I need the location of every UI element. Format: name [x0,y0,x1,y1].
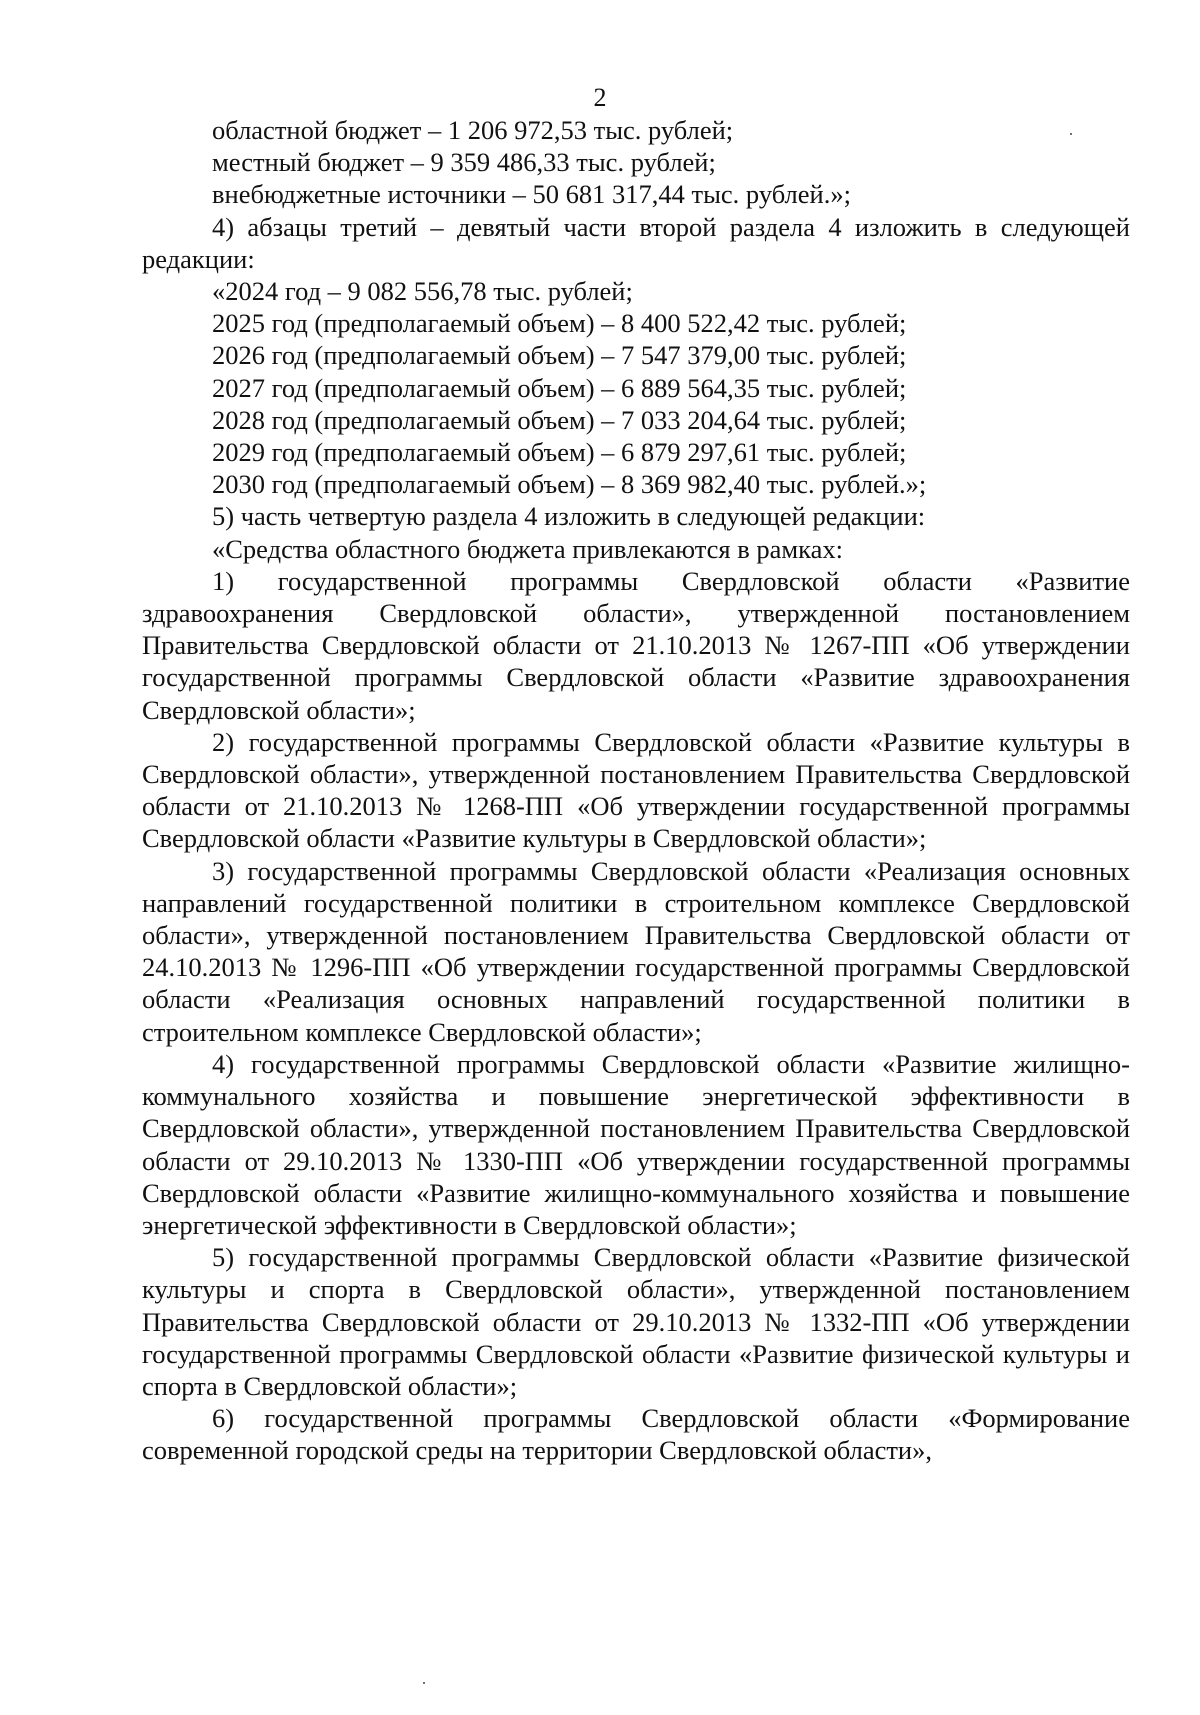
paragraph-year-2028: 2028 год (предполагаемый объем) – 7 033 204,64 тыс. рублей; [212,404,907,435]
paragraph-extrabudgetary: внебюджетные источники – 50 681 317,44 тыс. рублей.»; [212,179,851,210]
paragraph-item-5: 5) часть четвертую раздела 4 изложить в следующей редакции: [212,501,926,532]
paragraph-year-2030: 2030 год (предполагаемый объем) – 8 369 982,40 тыс. рублей.»; [212,469,927,500]
paragraph-year-2024: «2024 год – 9 082 556,78 тыс. рублей; [212,276,633,307]
scan-speck [423,1682,425,1684]
paragraph-program-2: 2) государственной программы Свердловской области «Развитие культуры в Свердловской области», утвержденной постановлением Правительства Свердловской области от 21.10.2013 № 1268-ПП «Об утверждении государственной программы Свердловской области «Развитие культуры в Свердловской области»; [142,726,1130,854]
paragraph-program-5: 5) государственной программы Свердловской области «Развитие физической культуры и спорта в Свердловской области», утвержденной постановлением Правительства Свердловской области от 29.10.2013 № 1332-ПП «Об утверждении государственной программы Свердловской области «Развитие физической культуры и спорта в Свердловской области»; [142,1242,1130,1401]
paragraph-year-2029: 2029 год (предполагаемый объем) – 6 879 297,61 тыс. рублей; [212,437,907,468]
paragraph-year-2025: 2025 год (предполагаемый объем) – 8 400 522,42 тыс. рублей; [212,308,907,339]
paragraph-year-2027: 2027 год (предполагаемый объем) – 6 889 564,35 тыс. рублей; [212,372,907,403]
scan-speck [1070,133,1072,135]
document-body [142,114,1130,1467]
paragraph-program-1: 1) государственной программы Свердловской области «Развитие здравоохранения Свердловской области», утвержденной постановлением Правительства Свердловской области от 21.10.2013 № 1267-ПП «Об утверждении государственной программы Свердловской области «Развитие здравоохранения Свердловской области»; [142,565,1130,725]
paragraph-local-budget: местный бюджет – 9 359 486,33 тыс. рублей; [212,147,716,178]
paragraph-program-4: 4) государственной программы Свердловской области «Развитие жилищно-коммунального хозяйства и повышение энергетической эффективности в Свердловской области», утвержденной постановлением Правительства Свердловской области от 29.10.2013 № 1330-ПП «Об утверждении государственной программы Свердловской области «Развитие жилищно-коммунального хозяйства и повышение энергетической эффективности в Свердловской области»; [142,1048,1130,1240]
paragraph-funds-intro: «Средства областного бюджета привлекаются в рамках: [212,533,844,564]
paragraph-program-3: 3) государственной программы Свердловской области «Реализация основных направлений государственной политики в строительном комплексе Свердловской области», утвержденной постановлением Правительства Свердловской области от 24.10.2013 № 1296-ПП «Об утверждении государственной программы Свердловской области «Реализация основных направлений государственной политики в строительном комплексе Свердловской области»; [142,855,1130,1047]
paragraph-program-6: 6) государственной программы Свердловской области «Формирование современной городской среды на территории Свердловской области», [142,1403,1130,1466]
paragraph-regional-budget: областной бюджет – 1 206 972,53 тыс. рублей; [212,115,734,145]
page-number: 2 [593,83,607,112]
paragraph-item-4: 4) абзацы третий – девятый части второй раздела 4 изложить в следующей редакции: [142,211,1130,274]
paragraph-year-2026: 2026 год (предполагаемый объем) – 7 547 379,00 тыс. рублей; [212,340,907,371]
